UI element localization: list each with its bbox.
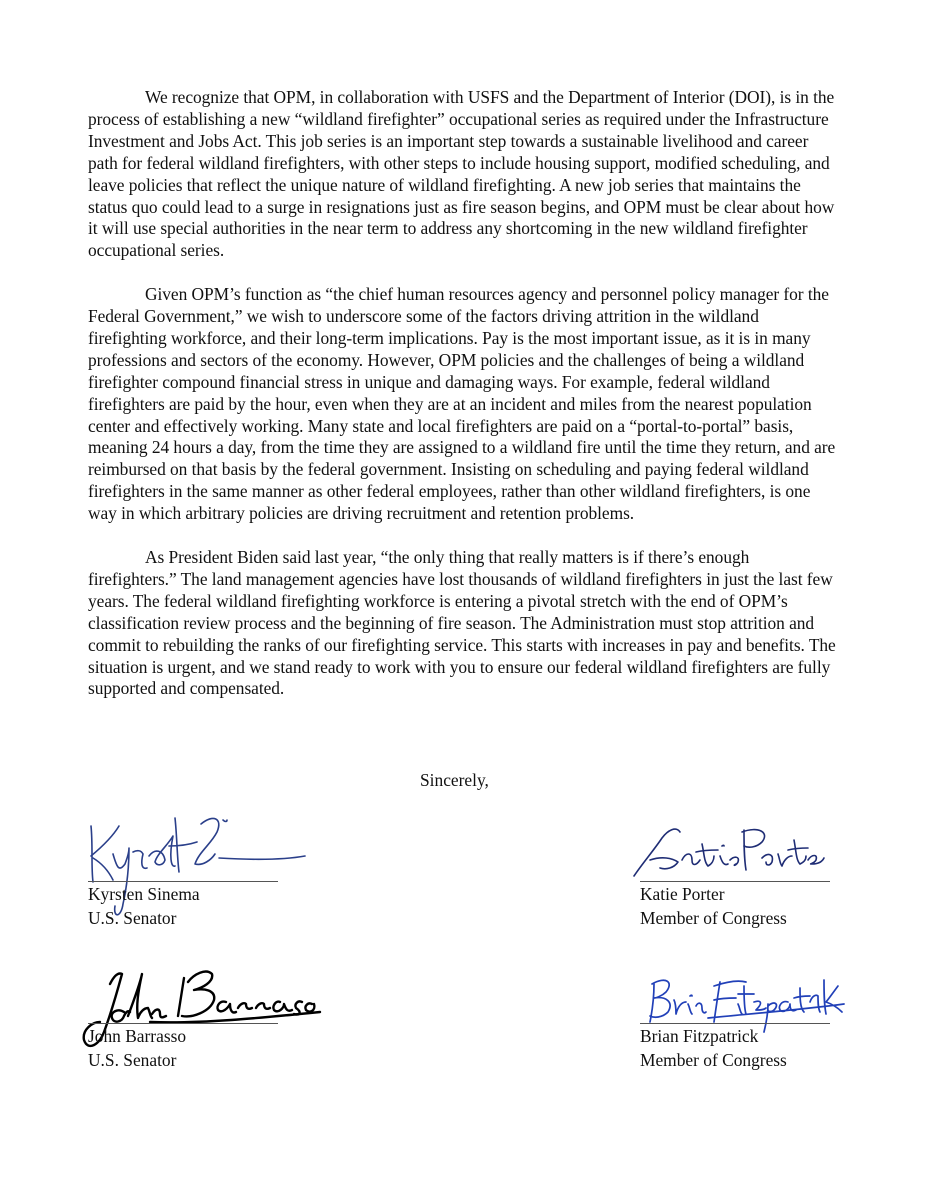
signatory-title: Member of Congress [640,908,787,928]
closing-salutation: Sincerely, [420,770,489,790]
signatory-name: John Barrasso [88,1026,187,1046]
signature-fitzpatrick-icon [648,956,848,1036]
signature-porter-icon [632,810,832,890]
paragraph-3: As President Biden said last year, “the only thing that really matters is if there’s enough firefighters.” The land management agencies have lost thousands of wildland firefighters in just the last few years. The federal wildland firefighting workforce is entering a pivotal stretch with the end of OPM’s classification review process and the beginning of fire season. The Administration must stop attrition and commit to rebuilding the ranks of our firefighting service. This starts with increases in pay and benefits. The situation is urgent, and we stand ready to work with you to ensure our federal wildland firefighters are fully supported and compensated. [88,547,836,699]
signatory-title: Member of Congress [640,1050,787,1070]
letter-body [88,87,836,722]
signatory-name: Katie Porter [640,884,725,904]
signature-block-barrasso [88,942,338,1082]
signature-block-fitzpatrick [640,942,890,1082]
signature-block-sinema [88,800,338,940]
paragraph-2: Given OPM’s function as “the chief human resources agency and personnel policy manager for the Federal Government,” we wish to underscore some of the factors driving attrition in the wildland firefighting workforce, and their long-term implications. Pay is the most important issue, as it is in many professions and sectors of the economy. However, OPM policies and the challenges of being a wildland firefighter compound financial stress in unique and damaging ways. For example, federal wildland firefighters are paid by the hour, even when they are at an incident and miles from the nearest population center and effectively working. Many state and local firefighters are paid on a “portal-to-portal” basis, meaning 24 hours a day, from the time they are assigned to a wildland fire until the time they return, and are reimbursed on that basis by the federal government. Insisting on scheduling and paying federal wildland firefighters in the same manner as other federal employees, rather than other wildland firefighters, is one way in which arbitrary policies are driving recruitment and retention problems. [88,284,836,524]
signatory-name: Brian Fitzpatrick [640,1026,759,1046]
signatory-title: U.S. Senator [88,908,177,928]
signatory-title: U.S. Senator [88,1050,177,1070]
paragraph-1: We recognize that OPM, in collaboration with USFS and the Department of Interior (DOI), is in the process of establishing a new “wildland firefighter” occupational series as required under the Infrastructure Investment and Jobs Act. This job series is an important step towards a sustainable livelihood and career path for federal wildland firefighters, with other steps to include housing support, modified scheduling, and leave policies that reflect the unique nature of wildland firefighting. A new job series that maintains the status quo could lead to a surge in resignations just as fire season begins, and OPM must be clear about how it will use special authorities in the near term to address any shortcoming in the new wildland firefighter occupational series. [88,87,835,261]
signature-line [640,881,830,882]
signatory-name: Kyrsten Sinema [88,884,200,904]
signature-line [88,1023,278,1024]
signature-block-porter [640,800,890,940]
signature-line [640,1023,830,1024]
signature-line [88,881,278,882]
